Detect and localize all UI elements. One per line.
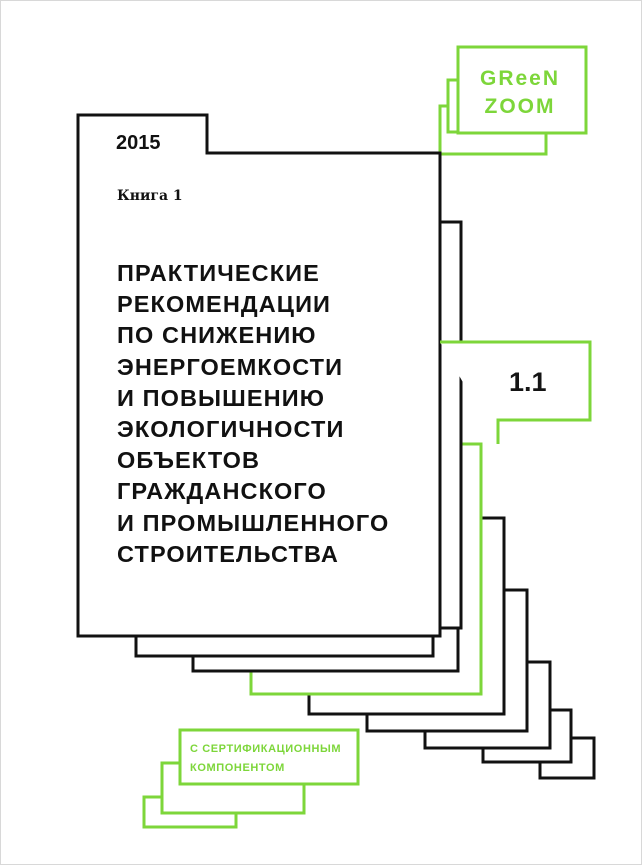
cert-text-line-1: С СЕРТИФИКАЦИОННЫМ [190, 743, 342, 755]
title-line: ЭКОЛОГИЧНОСТИ [117, 416, 345, 443]
title-line: ГРАЖДАНСКОГО [117, 478, 327, 505]
logo-text-line-1: GReeN [479, 67, 561, 90]
title-line: ПРАКТИЧЕСКИЕ [117, 260, 320, 286]
book-number-label: Книга 1 [117, 188, 183, 204]
title-line: ЭНЕРГОЕМКОСТИ [117, 353, 344, 380]
document-title [117, 258, 389, 570]
green-zoom-logo [475, 65, 565, 121]
certification-label [190, 740, 341, 778]
logo-text-line-2: ZOOM [484, 95, 556, 118]
volume-number: 1.1 [509, 367, 547, 397]
title-line: ПО СНИЖЕНИЮ [117, 322, 317, 349]
cert-text-line-2: КОМПОНЕНТОМ [190, 762, 285, 774]
title-line: И ПРОМЫШЛЕННОГО [117, 509, 390, 536]
title-line: ОБЪЕКТОВ [117, 447, 261, 474]
title-line: И ПОВЫШЕНИЮ [117, 384, 326, 411]
title-line: СТРОИТЕЛЬСТВА [117, 540, 339, 567]
year-label: 2015 [116, 132, 161, 154]
title-line: РЕКОМЕНДАЦИИ [117, 291, 332, 318]
